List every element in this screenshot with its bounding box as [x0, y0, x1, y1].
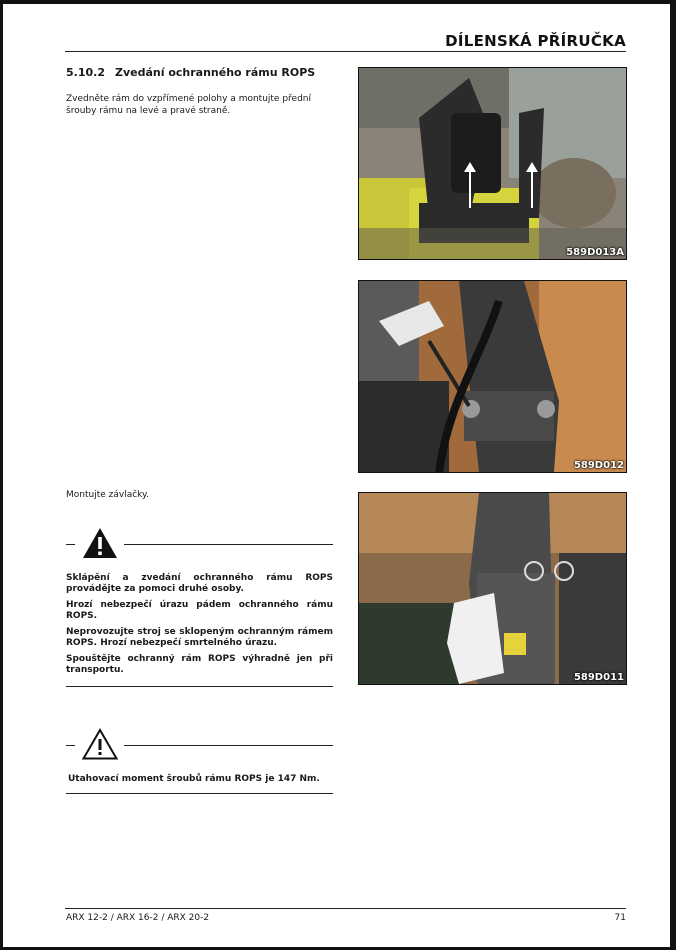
photo-code-label: 589D012: [573, 460, 624, 471]
section-heading: [66, 66, 315, 79]
photo-code-label: 589D011: [573, 672, 624, 683]
section-number: 5.10.2: [66, 66, 105, 79]
warning-paragraph: Sklápění a zvedání ochranného rámu ROPS provádějte za pomoci druhé osoby.: [66, 573, 333, 594]
header-rule: [65, 51, 626, 52]
intro-paragraph: Zvedněte rám do vzpřímené polohy a montujte přední šrouby rámu na levé a pravé straně.: [66, 94, 312, 116]
footer-rule: [65, 908, 626, 909]
warning-text: [66, 573, 333, 676]
warning-box-danger: [66, 527, 333, 687]
warning-text: [66, 774, 333, 785]
warning-rule-right: [124, 544, 333, 545]
caution-triangle-icon: [82, 728, 118, 760]
warning-rule-right: [124, 745, 333, 746]
warning-paragraph: Hrozí nebezpečí úrazu pádem ochranného rámu ROPS.: [66, 600, 333, 621]
header-title: DÍLENSKÁ PŘÍRUČKA: [445, 32, 626, 50]
photo-linch-pins: [358, 492, 627, 685]
pins-instruction: Montujte závlačky.: [66, 490, 149, 500]
photo-front-bolts: [358, 280, 627, 473]
footer-models: ARX 12-2 / ARX 16-2 / ARX 20-2: [66, 913, 210, 923]
warning-paragraph: Neprovozujte stroj se sklopeným ochranným rámem ROPS. Hrozí nebezpečí smrtelného úrazu.: [66, 627, 333, 648]
warning-rule-left: [66, 544, 75, 545]
warning-rule-bottom: [66, 686, 333, 687]
page-border-left: [0, 0, 3, 950]
warning-paragraph: Utahovací moment šroubů rámu ROPS je 147 Nm.: [68, 774, 320, 784]
warning-rule-bottom: [66, 793, 333, 794]
photo-rops-raised: [358, 67, 627, 260]
page-number: 71: [614, 913, 626, 923]
page-border-top: [0, 0, 676, 4]
warning-triangle-icon: [82, 527, 118, 559]
photo-code-label: 589D013A: [566, 247, 624, 258]
page-border-right: [670, 0, 676, 950]
warning-rule-left: [66, 745, 75, 746]
warning-paragraph: Spouštějte ochranný rám ROPS výhradně jen při transportu.: [66, 654, 333, 675]
warning-box-caution: [66, 728, 333, 794]
section-title: Zvedání ochranného rámu ROPS: [115, 66, 316, 79]
